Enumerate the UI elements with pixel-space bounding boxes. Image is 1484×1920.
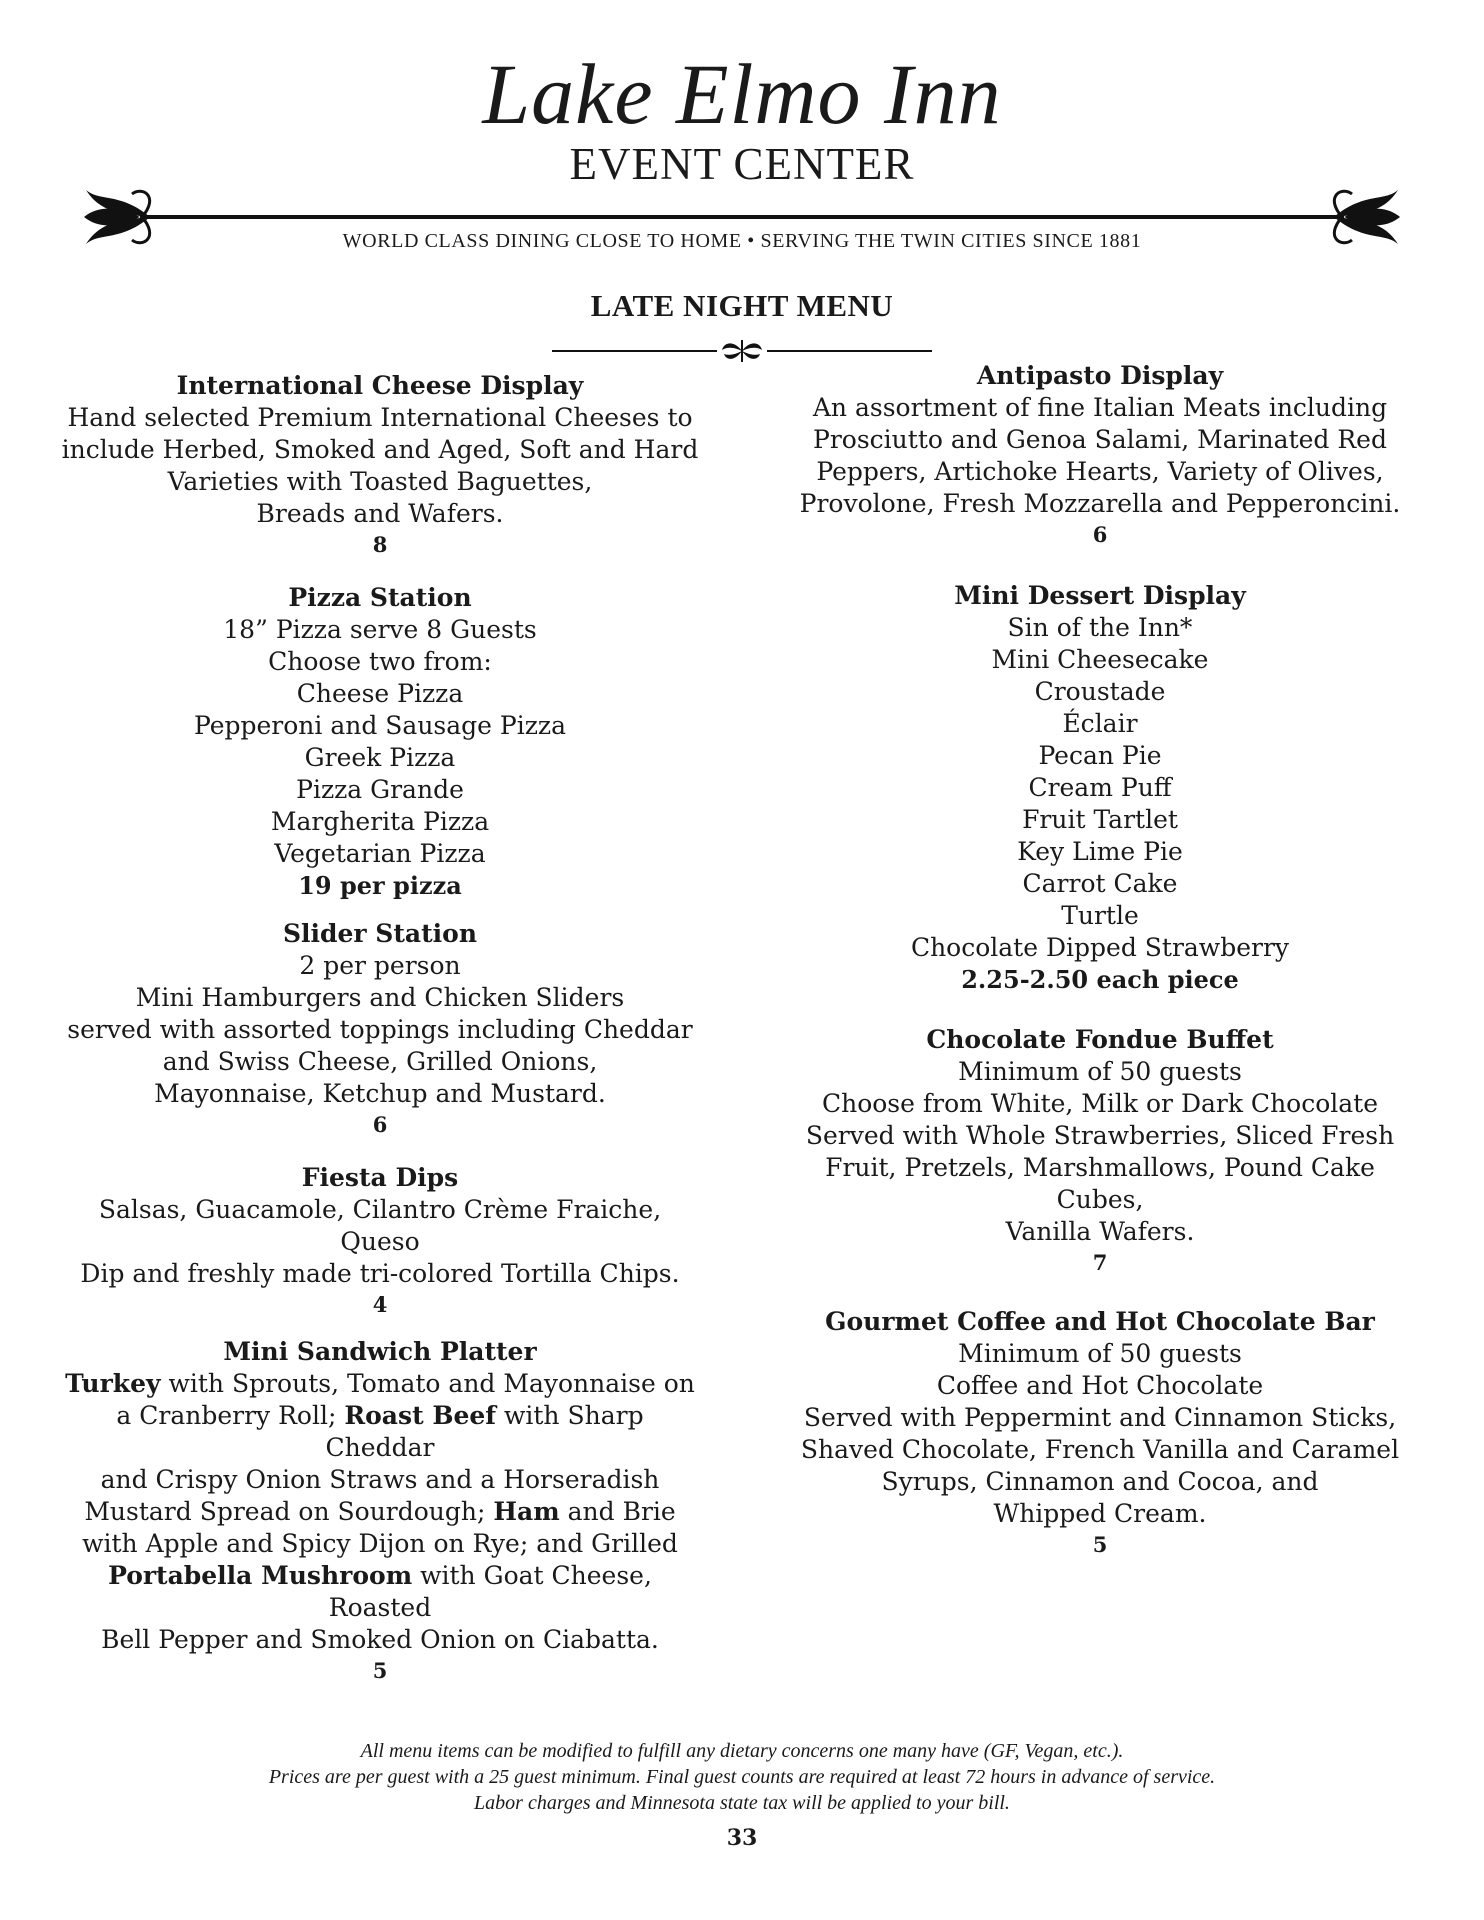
item-price: 2.25-2.50 each piece <box>961 965 1239 994</box>
item-desc-line: Whipped Cream. <box>993 1499 1207 1528</box>
item-desc-line <box>60 1400 700 1464</box>
item-name: Mini Sandwich Platter <box>223 1337 537 1366</box>
page-subtitle: EVENT CENTER <box>569 139 915 189</box>
sandwich-text: with Sharp Cheddar <box>325 1401 644 1462</box>
item-desc-line: include Herbed, Smoked and Aged, Soft and Hard <box>61 435 699 464</box>
item-desc-line: Syrups, Cinnamon and Cocoa, and <box>881 1467 1319 1496</box>
footer <box>0 1738 1484 1856</box>
menu-item-chocolate-fondue-buffet <box>780 1024 1420 1278</box>
item-desc-line: Shaved Chocolate, French Vanilla and Caramel <box>800 1435 1400 1464</box>
item-price: 8 <box>372 532 388 557</box>
menu-item-coffee-hot-chocolate-bar <box>780 1306 1420 1560</box>
item-desc-line: Fruit, Pretzels, Marshmallows, Pound Cake Cubes, <box>825 1153 1375 1214</box>
item-desc-line: Croustade <box>1034 677 1166 706</box>
item-desc-line: Éclair <box>1062 709 1138 738</box>
item-price: 4 <box>372 1292 388 1317</box>
item-desc-line: Coffee and Hot Chocolate <box>936 1371 1264 1400</box>
item-desc-line: and Swiss Cheese, Grilled Onions, <box>162 1047 598 1076</box>
item-desc-line: Sin of the Inn* <box>1007 613 1193 642</box>
tagline: WORLD CLASS DINING CLOSE TO HOME • SERVING THE TWIN CITIES SINCE 1881 <box>342 230 1142 252</box>
menu-item-slider-station <box>60 918 700 1140</box>
item-desc-line: Fruit Tartlet <box>1022 805 1178 834</box>
item-desc-line: Vegetarian Pizza <box>274 839 486 868</box>
item-desc-line: Minimum of 50 guests <box>958 1339 1242 1368</box>
menu-item-pizza-station <box>60 582 700 902</box>
sandwich-text: with Sprouts, Tomato and Mayonnaise on <box>160 1369 695 1398</box>
item-desc-line: with Apple and Spicy Dijon on Rye; and Grilled <box>82 1529 678 1558</box>
item-name: International Cheese Display <box>176 371 584 400</box>
sandwich-text: with Goat Cheese, Roasted <box>328 1561 652 1622</box>
sandwich-roast-beef: Roast Beef <box>344 1401 497 1430</box>
item-desc-line: Key Lime Pie <box>1017 837 1183 866</box>
item-desc-line: Served with Peppermint and Cinnamon Sticks, <box>803 1403 1397 1432</box>
item-name: Pizza Station <box>288 583 472 612</box>
item-desc-line: Mini Hamburgers and Chicken Sliders <box>135 983 625 1012</box>
left-column <box>60 370 700 1708</box>
menu-item-cheese-display <box>60 370 700 560</box>
item-desc-line: Pecan Pie <box>1038 741 1162 770</box>
sandwich-ham: Ham <box>493 1497 560 1526</box>
item-name: Mini Dessert Display <box>954 581 1246 610</box>
item-price: 7 <box>1092 1250 1108 1275</box>
menu-item-fiesta-dips <box>60 1162 700 1320</box>
item-desc-line: Carrot Cake <box>1022 869 1178 898</box>
footer-note: Labor charges and Minnesota state tax will be applied to your bill. <box>474 1792 1010 1814</box>
menu-item-mini-sandwich-platter <box>60 1336 700 1686</box>
item-name: Slider Station <box>282 919 477 948</box>
item-price: 19 per pizza <box>298 871 462 900</box>
sandwich-text: a Cranberry Roll; <box>116 1401 345 1430</box>
item-desc-line <box>60 1496 700 1528</box>
item-name: Gourmet Coffee and Hot Chocolate Bar <box>825 1307 1375 1336</box>
item-desc-line: Mayonnaise, Ketchup and Mustard. <box>154 1079 606 1108</box>
right-column <box>780 360 1420 1582</box>
menu-item-mini-dessert-display <box>780 580 1420 996</box>
item-desc-line: Choose from White, Milk or Dark Chocolate <box>821 1089 1379 1118</box>
item-desc-line: and Crispy Onion Straws and a Horseradish <box>100 1465 660 1494</box>
menu-item-antipasto-display <box>780 360 1420 550</box>
item-desc-line: Mini Cheesecake <box>991 645 1209 674</box>
item-desc-line: Varieties with Toasted Baguettes, <box>167 467 593 496</box>
item-desc-line: Pizza Grande <box>296 775 464 804</box>
item-name: Antipasto Display <box>976 361 1224 390</box>
item-desc-line: Chocolate Dipped Strawberry <box>910 933 1290 962</box>
item-desc-line: Salsas, Guacamole, Cilantro Crème Fraiche, Queso <box>98 1195 662 1256</box>
item-desc-line: 2 per person <box>299 951 461 980</box>
item-desc-line: Cream Puff <box>1028 773 1172 802</box>
item-desc-line: Choose two from: <box>268 647 492 676</box>
item-desc-line: Cheese Pizza <box>296 679 464 708</box>
item-price: 5 <box>1092 1532 1108 1557</box>
item-desc-line: Breads and Wafers. <box>256 499 504 528</box>
item-desc-line <box>60 1368 700 1400</box>
item-desc-line: Prosciutto and Genoa Salami, Marinated Red <box>813 425 1387 454</box>
footer-note: All menu items can be modified to fulfill any dietary concerns one many have (GF, Vegan, etc.). <box>360 1740 1124 1762</box>
item-desc-line: An assortment of fine Italian Meats including <box>812 393 1388 422</box>
item-desc-line: Dip and freshly made tri-colored Tortilla Chips. <box>80 1259 680 1288</box>
item-price: 6 <box>372 1112 388 1137</box>
item-desc-line: Hand selected Premium International Cheeses to <box>67 403 693 432</box>
sandwich-text: Mustard Spread on Sourdough; <box>84 1497 494 1526</box>
item-desc-line: Pepperoni and Sausage Pizza <box>194 711 566 740</box>
page-title: Lake Elmo Inn <box>482 46 1002 142</box>
page-number: 33 <box>726 1825 758 1851</box>
item-desc-line: served with assorted toppings including Cheddar <box>67 1015 693 1044</box>
menu-title: LATE NIGHT MENU <box>590 288 894 323</box>
sandwich-text: and Brie <box>559 1497 676 1526</box>
item-desc-line: Turtle <box>1061 901 1139 930</box>
item-desc-line: Minimum of 50 guests <box>958 1057 1242 1086</box>
item-desc-line: Peppers, Artichoke Hearts, Variety of Olives, <box>816 457 1384 486</box>
item-desc-line: Greek Pizza <box>304 743 456 772</box>
item-desc-line: Vanilla Wafers. <box>1005 1217 1195 1246</box>
item-desc-line: Bell Pepper and Smoked Onion on Ciabatta. <box>101 1625 659 1654</box>
item-name: Fiesta Dips <box>301 1163 459 1192</box>
item-desc-line <box>60 1560 700 1624</box>
footer-note: Prices are per guest with a 25 guest minimum. Final guest counts are required at least 72 hours in advance of service. <box>268 1766 1216 1788</box>
item-price: 6 <box>1092 522 1108 547</box>
item-price: 5 <box>372 1658 388 1683</box>
sandwich-turkey: Turkey <box>65 1369 161 1398</box>
item-desc-line: Served with Whole Strawberries, Sliced Fresh <box>805 1121 1395 1150</box>
item-desc-line: Margherita Pizza <box>270 807 490 836</box>
item-desc-line: Provolone, Fresh Mozzarella and Pepperoncini. <box>799 489 1401 518</box>
item-desc-line: 18” Pizza serve 8 Guests <box>223 615 537 644</box>
sandwich-portabella: Portabella Mushroom <box>108 1561 413 1590</box>
item-name: Chocolate Fondue Buffet <box>926 1025 1274 1054</box>
